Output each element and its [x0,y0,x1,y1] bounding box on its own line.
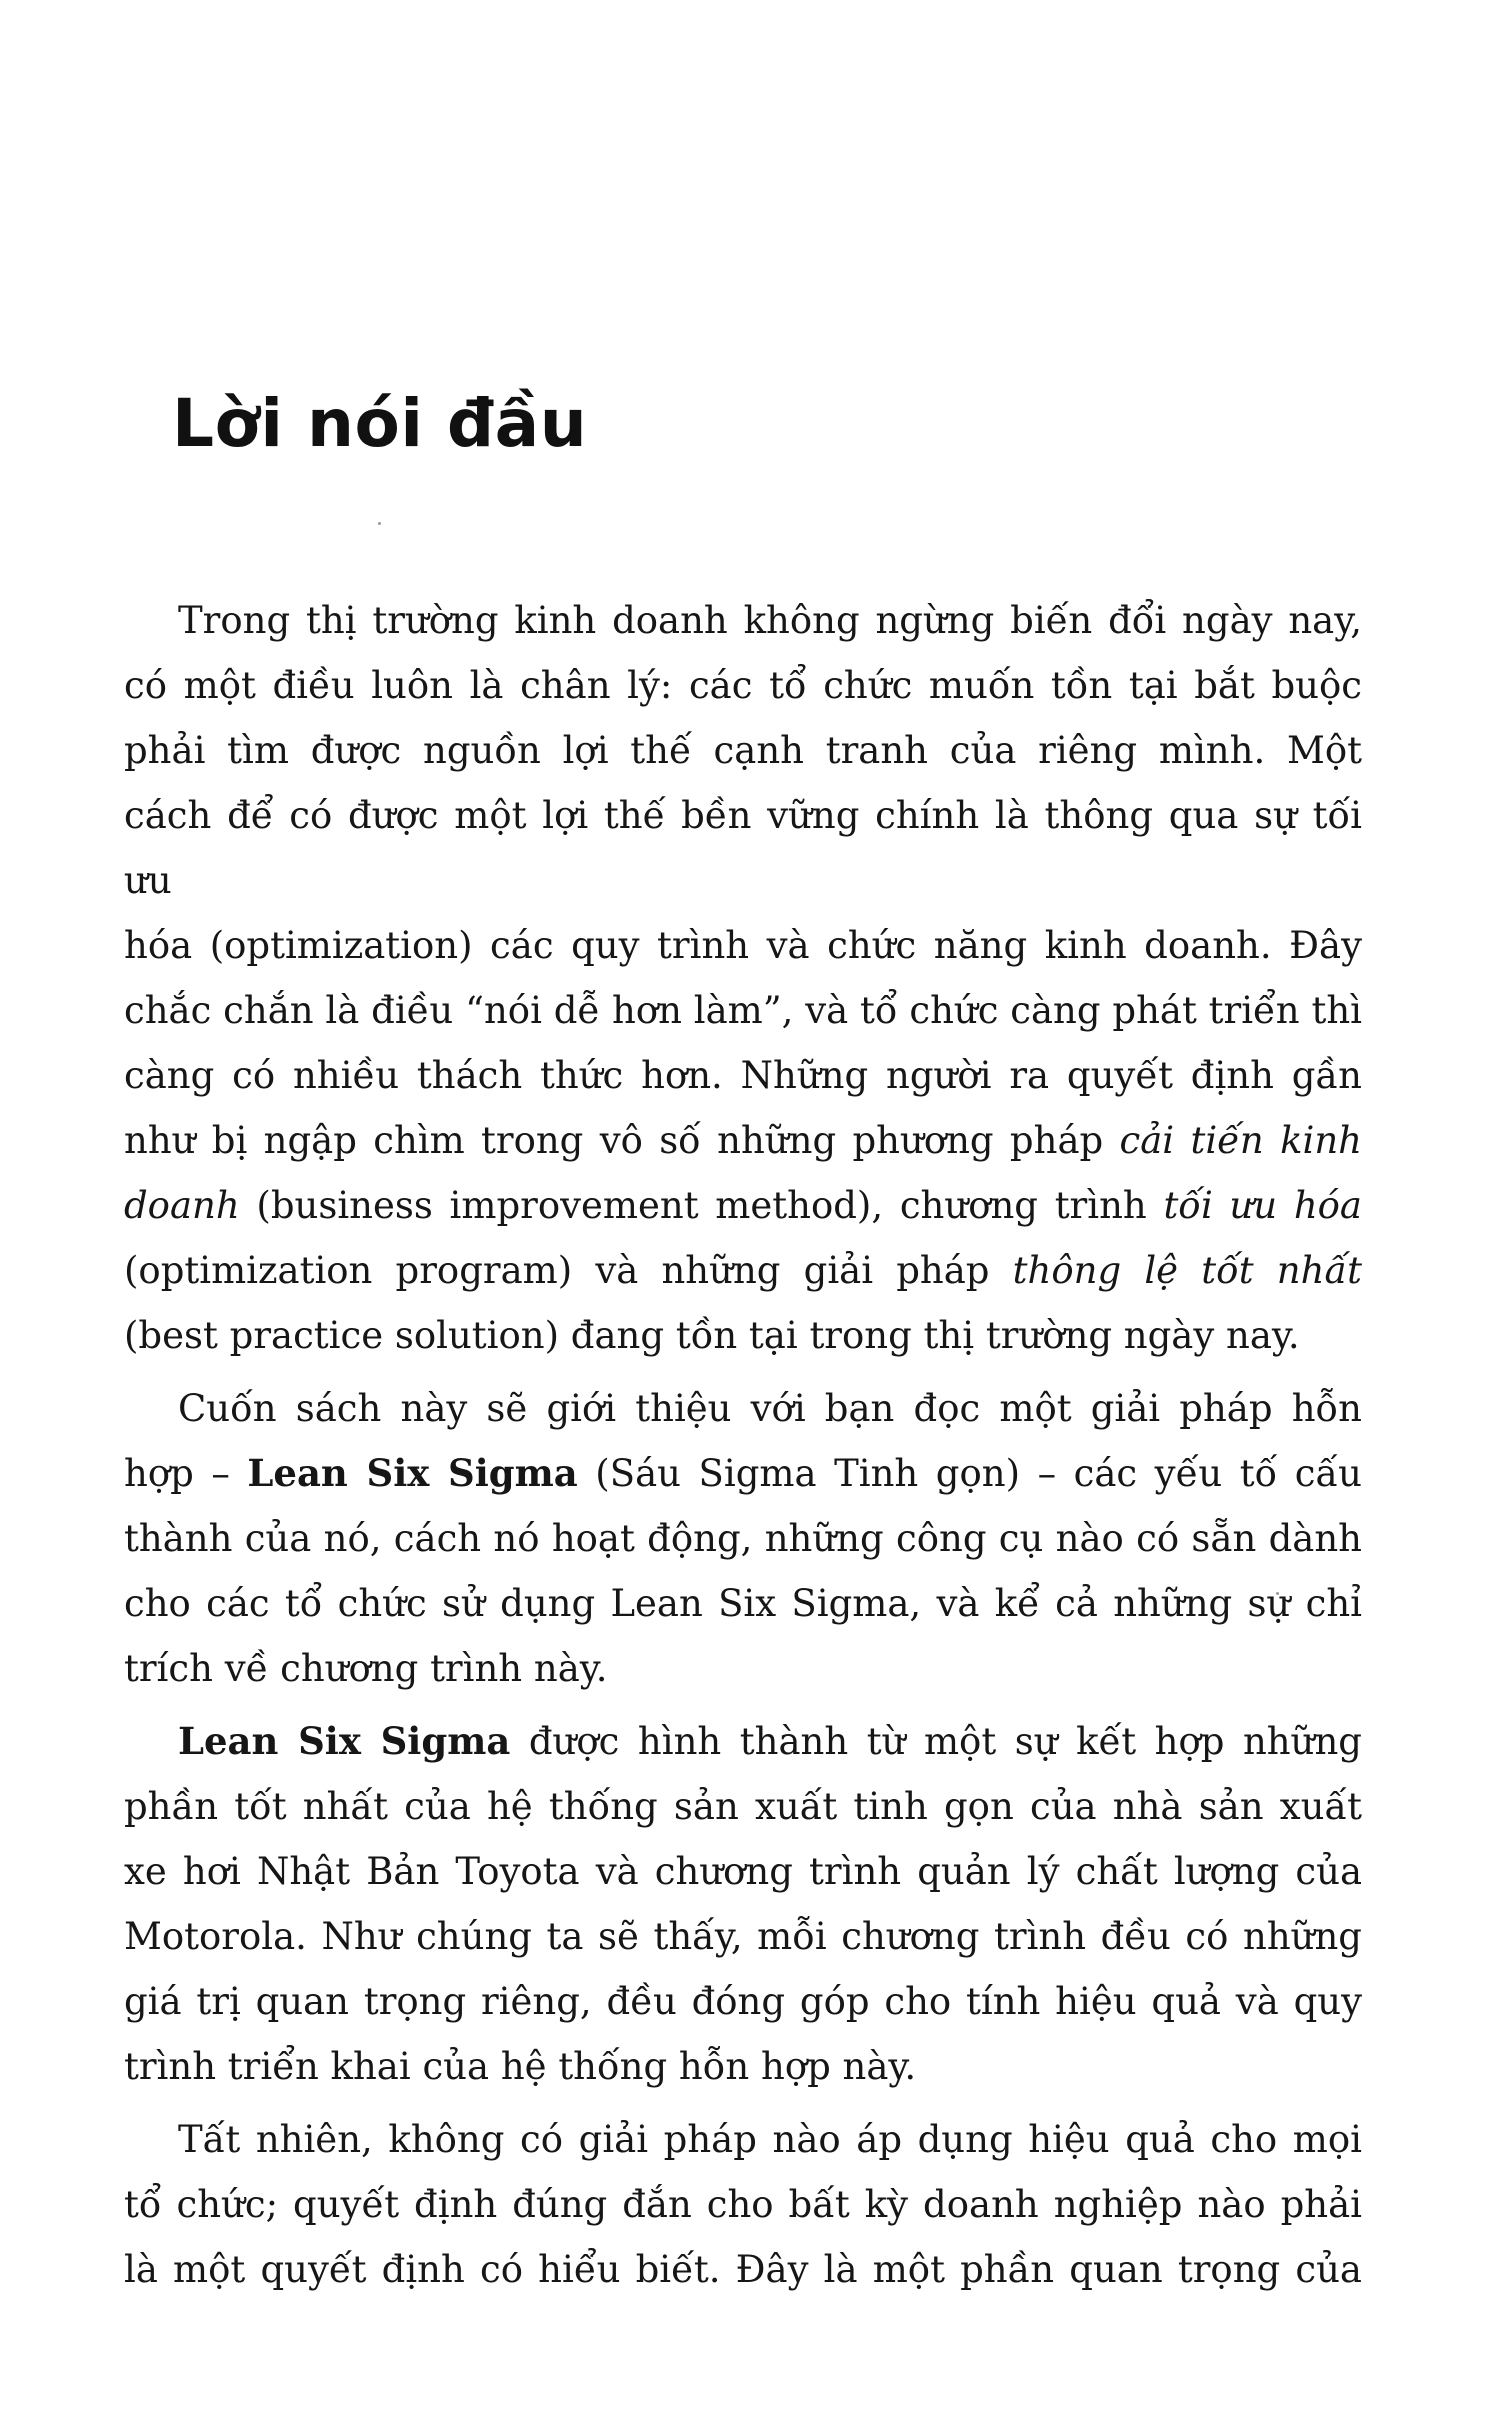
text-line: xe hơi Nhật Bản Toyota và chương trình quản lý chất lượng của [124,1850,1362,1893]
text-line: là một quyết định có hiểu biết. Đây là một phần quan trọng của [124,2248,1362,2291]
chapter-title: Lời nói đầu [172,385,588,462]
text-line: Motorola. Như chúng ta sẽ thấy, mỗi chương trình đều có những [124,1915,1362,1958]
body-text [124,588,1362,2310]
text-line: Cuốn sách này sẽ giới thiệu với bạn đọc một giải pháp hỗn [178,1387,1362,1430]
text-line: giá trị quan trọng riêng, đều đóng góp cho tính hiệu quả và quy [124,1980,1362,2023]
paragraph-4 [124,2107,1362,2302]
text-line: cách để có được một lợi thế bền vững chính là thông qua sự tối ưu [124,794,1362,902]
text-line: có một điều luôn là chân lý: các tổ chức muốn tồn tại bắt buộc [124,664,1362,707]
italic-term: doanh [124,1184,240,1227]
text-run: như bị ngập chìm trong vô số những phương pháp [124,1119,1120,1162]
scan-speck [378,522,381,525]
text-line: càng có nhiều thách thức hơn. Những người ra quyết định gần [124,1054,1362,1097]
italic-term: cải tiến kinh [1119,1119,1362,1162]
text-line: Tất nhiên, không có giải pháp nào áp dụng hiệu quả cho mọi [178,2118,1362,2161]
text-line: (best practice solution) đang tồn tại trong thị trường ngày nay. [124,1314,1300,1357]
text-run: (business improvement method), chương trình [239,1184,1164,1227]
text-line: phải tìm được nguồn lợi thế cạnh tranh của riêng mình. Một [124,729,1362,772]
paragraph-2 [124,1376,1362,1701]
text-line: trích về chương trình này. [124,1647,608,1690]
italic-term: tối ưu hóa [1163,1184,1362,1227]
text-run: (optimization program) và những giải pháp [124,1249,1013,1292]
text-line: hóa (optimization) các quy trình và chức năng kinh doanh. Đây [124,924,1362,967]
text-line: Trong thị trường kinh doanh không ngừng biến đổi ngày nay, [178,599,1362,642]
text-line [124,1441,1362,1506]
text-line [124,1173,1362,1238]
paragraph-1 [124,588,1362,1368]
text-run: (Sáu Sigma Tinh gọn) – các yếu tố cấu [577,1452,1362,1495]
text-run: được hình thành từ một sự kết hợp những [510,1720,1362,1763]
text-line [124,1108,1362,1173]
text-line: thành của nó, cách nó hoạt động, những công cụ nào có sẵn dành [124,1517,1362,1560]
text-line: phần tốt nhất của hệ thống sản xuất tinh gọn của nhà sản xuất [124,1785,1362,1828]
text-line: trình triển khai của hệ thống hỗn hợp này. [124,2045,917,2088]
text-line [124,1238,1362,1303]
text-line [124,1709,1362,1774]
text-line: chắc chắn là điều “nói dễ hơn làm”, và tổ chức càng phát triển thì [124,989,1362,1032]
bold-term: Lean Six Sigma [247,1451,578,1495]
bold-term: Lean Six Sigma [178,1719,511,1763]
paragraph-3 [124,1709,1362,2099]
text-line: cho các tổ chức sử dụng Lean Six Sigma, và kể cả những sự chỉ [124,1582,1362,1625]
text-run: hợp – [124,1452,248,1495]
text-line: tổ chức; quyết định đúng đắn cho bất kỳ doanh nghiệp nào phải [124,2183,1362,2226]
italic-term: thông lệ tốt nhất [1012,1249,1362,1292]
